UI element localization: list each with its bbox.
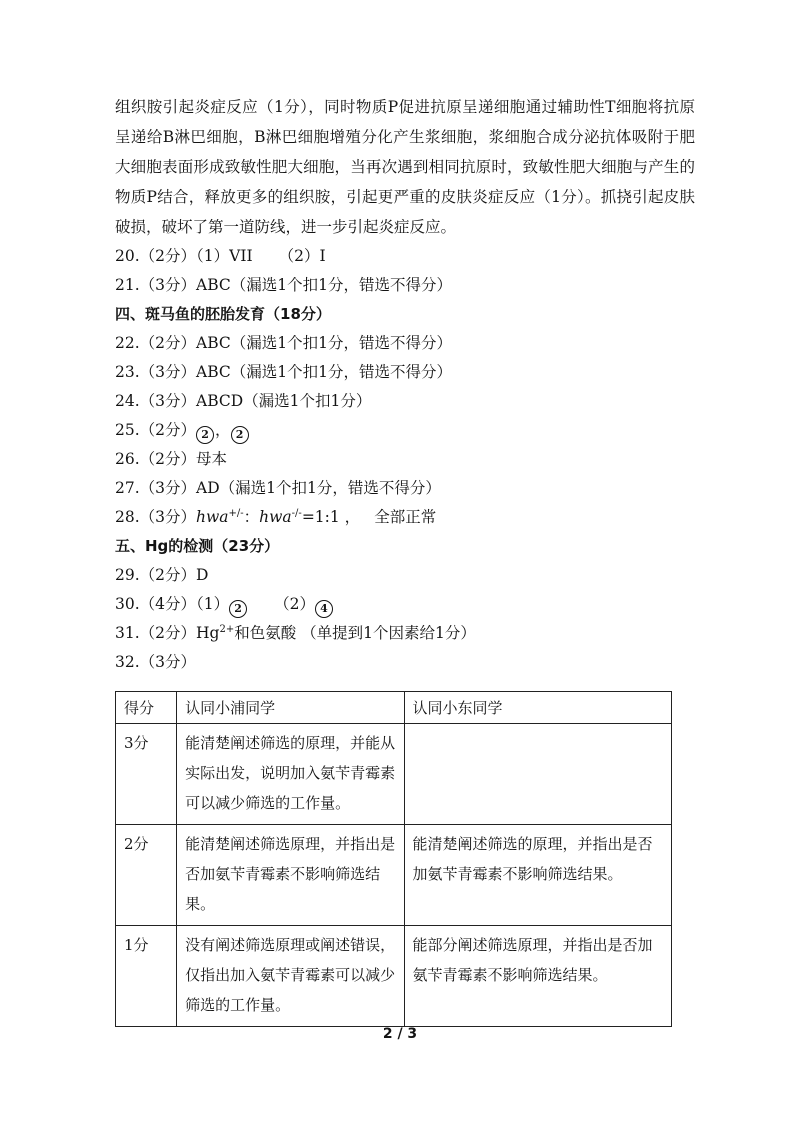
answer-30-prefix: 30.（4分）（1） <box>115 595 230 613</box>
genotype-1: hwa <box>196 508 229 526</box>
circled-number: 2 <box>196 426 214 444</box>
scoring-table <box>115 691 672 1027</box>
table-row <box>116 724 672 825</box>
answer-20-part2: （2）I <box>278 247 326 265</box>
score-cell: 3分 <box>116 724 177 825</box>
answer-23: 23.（3分）ABC（漏选1个扣1分，错选不得分） <box>115 363 452 381</box>
answer-20-part1: 20.（2分）（1）VII <box>115 247 253 265</box>
answer-31-tail: 和色氨酸 （单提到1个因素给1分） <box>234 624 476 642</box>
page-number: 2 / 3 <box>382 1026 418 1042</box>
score-cell: 1分 <box>116 926 177 1027</box>
circled-number: 2 <box>229 600 247 618</box>
answer-28-tail: 全部正常 <box>374 508 437 526</box>
answer-30 <box>115 590 695 619</box>
circled-number: 2 <box>231 426 249 444</box>
header-score: 得分 <box>116 692 177 724</box>
criteria-cell: 能部分阐述筛选原理，并指出是否加氨苄青霉素不影响筛选结果。 <box>404 926 671 1027</box>
answer-30-mid: （2） <box>274 595 315 613</box>
answer-28-prefix: 28.（3分） <box>115 508 197 526</box>
criteria-cell: 能清楚阐述筛选的原理，并能从实际出发，说明加入氨苄青霉素可以减少筛选的工作量。 <box>177 724 404 825</box>
answer-25-prefix: 25.（2分） <box>115 421 197 439</box>
header-dong: 认同小东同学 <box>404 692 671 724</box>
criteria-cell: 能清楚阐述筛选原理，并指出是否加氨苄青霉素不影响筛选结果。 <box>177 825 404 926</box>
table-row <box>116 926 672 1027</box>
genotype-2-superscript: -/- <box>291 507 302 519</box>
genotype-2: hwa <box>259 508 292 526</box>
criteria-cell: 没有阐述筛选原理或阐述错误，仅指出加入氨苄青霉素可以减少筛选的工作量。 <box>177 926 404 1027</box>
answer-24: 24.（3分）ABCD（漏选1个扣1分） <box>115 392 372 410</box>
ratio-value: =1:1 ， <box>301 508 361 526</box>
circled-number: 4 <box>315 600 333 618</box>
genotype-1-superscript: +/- <box>228 507 244 519</box>
table-row <box>116 825 672 926</box>
answer-31 <box>115 619 695 648</box>
charge-superscript: 2+ <box>219 623 235 635</box>
answer-content <box>115 92 695 677</box>
answer-25-separator: ， <box>215 421 231 439</box>
answer-25 <box>115 416 695 445</box>
answer-32: 32.（3分） <box>115 653 197 671</box>
answer-22: 22.（2分）ABC（漏选1个扣1分，错选不得分） <box>115 334 452 352</box>
criteria-cell: 能清楚阐述筛选的原理，并指出是否加氨苄青霉素不影响筛选结果。 <box>404 825 671 926</box>
score-cell: 2分 <box>116 825 177 926</box>
answer-31-prefix: 31.（2分）Hg <box>115 624 220 642</box>
criteria-cell <box>404 724 671 825</box>
ratio-colon: ： <box>243 508 260 526</box>
answer-28 <box>115 503 695 532</box>
answer-21: 21.（3分）ABC（漏选1个扣1分，错选不得分） <box>115 276 452 294</box>
section-heading-5: 五、Hg的检测（23分） <box>115 537 280 555</box>
answer-26: 26.（2分）母本 <box>115 450 228 468</box>
answer-27: 27.（3分）AD（漏选1个扣1分，错选不得分） <box>115 479 441 497</box>
table-header-row <box>116 692 672 724</box>
answer-20 <box>115 242 695 271</box>
answer-29: 29.（2分）D <box>115 566 209 584</box>
section-heading-4: 四、斑马鱼的胚胎发育（18分） <box>115 305 331 323</box>
header-pu: 认同小浦同学 <box>177 692 404 724</box>
answer-paragraph: 组织胺引起炎症反应（1分），同时物质P促进抗原呈递细胞通过辅助性T细胞将抗原呈递给B淋巴细胞，B淋巴细胞增殖分化产生浆细胞，浆细胞合成分泌抗体吸附于肥大细胞表面形成致敏性肥大细胞，当再次遇到相同抗原时，致敏性肥大细胞与产生的物质P结合，释放更多的组织胺，引起更严重的皮肤炎症反应（1分）。抓挠引起皮肤破损，破坏了第一道防线，进一步引起炎症反应。 <box>115 98 695 236</box>
